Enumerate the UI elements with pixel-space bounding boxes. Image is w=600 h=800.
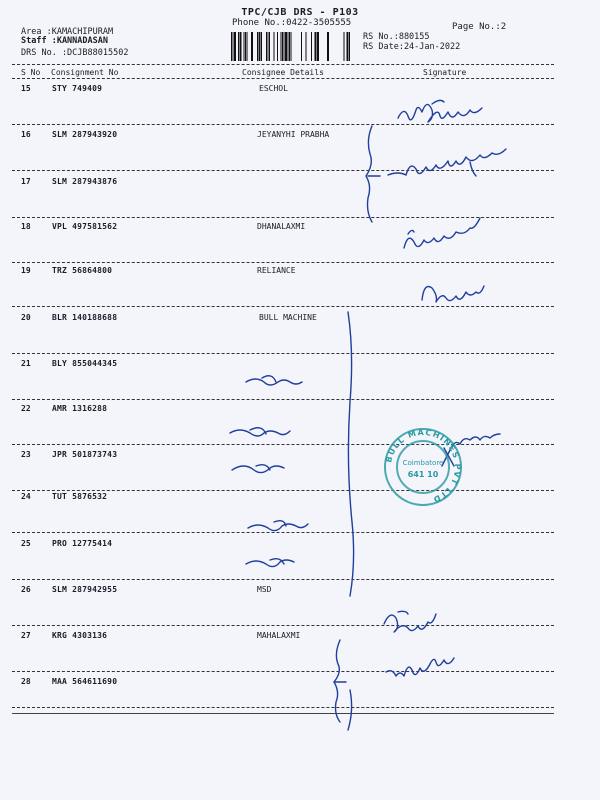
ditto-mark-row-23 [232, 466, 284, 473]
barcode-bar [247, 32, 248, 61]
signature-row-15 [398, 104, 482, 122]
consignment-number: JPR 501873743 [52, 450, 118, 459]
barcode-bar [269, 32, 270, 61]
area-label: Area :KAMACHIPURAM [21, 27, 114, 37]
ditto-mark-row-25 [246, 560, 294, 567]
rs-date: RS Date:24-Jan-2022 [363, 42, 461, 52]
barcode-bar [306, 32, 307, 61]
barcode-bar [261, 32, 262, 61]
consignment-number: TRZ 56864800 [52, 266, 113, 275]
brace-rows-27-28 [334, 640, 340, 722]
barcode-image [229, 32, 355, 61]
consignment-number: VPL 497581562 [52, 222, 118, 231]
table-bottom-rule [12, 713, 554, 714]
barcode-bar [268, 32, 269, 61]
ditto-mark-row-21 [246, 379, 302, 385]
row-divider [12, 262, 554, 263]
page-number: Page No.:2 [452, 22, 507, 32]
consignment-number: SLM 287943920 [52, 130, 118, 139]
consignment-number: STY 749409 [52, 84, 103, 93]
ditto-mark-row-24 [248, 524, 308, 531]
serial-number: 24 [21, 492, 31, 501]
consignment-number: SLM 287943876 [52, 177, 118, 186]
consignment-number: SLM 287942955 [52, 585, 118, 594]
barcode-bar [347, 32, 349, 61]
serial-number: 22 [21, 404, 31, 413]
barcode-bar [289, 32, 290, 61]
serial-number: 15 [21, 84, 31, 93]
barcode-bar [257, 32, 258, 61]
consignee-name: MAHALAXMI [257, 631, 301, 640]
barcode-bar [301, 32, 302, 61]
row-divider [12, 399, 554, 400]
consignee-name: RELIANCE [257, 266, 296, 275]
consignment-number: BLY 855044345 [52, 359, 118, 368]
row-divider [12, 353, 554, 354]
barcode-bar [282, 32, 283, 61]
document-title: TPC/CJB DRS - P103 [241, 7, 359, 18]
signature-row-28 [386, 658, 454, 676]
consignee-name: BULL MACHINE [259, 313, 317, 322]
stamp-ring-text: BULL MACHINES PVT LTD [384, 427, 463, 505]
rs-number: RS No.:880155 [363, 32, 430, 42]
barcode-bar [285, 32, 287, 61]
serial-number: 21 [21, 359, 31, 368]
consignee-name: ESCHOL [259, 84, 288, 93]
row-divider [12, 579, 554, 580]
row-divider [12, 490, 554, 491]
consignment-number: KRG 4303136 [52, 631, 108, 640]
signature-row-18 [404, 218, 480, 248]
barcode-bar [311, 32, 312, 61]
bracket-rows-20-25 [348, 312, 354, 596]
barcode-bar [240, 32, 242, 61]
column-header-consignment: Consignment No [51, 68, 119, 77]
barcode-bar [288, 32, 289, 61]
signature-row-16 [388, 149, 506, 175]
barcode-bar [231, 32, 232, 61]
barcode-bar [281, 32, 282, 61]
serial-number: 16 [21, 130, 31, 139]
column-header-signature: Signature [423, 68, 467, 77]
drs-number: DRS No. :DCJB88015502 [21, 48, 129, 58]
consignment-number: AMR 1316288 [52, 404, 108, 413]
column-header-sno: S No [21, 68, 41, 77]
barcode-bar [291, 32, 292, 61]
phone-number: Phone No.:0422-3505555 [232, 18, 352, 28]
serial-number: 17 [21, 177, 31, 186]
row-divider [12, 217, 554, 218]
barcode-bar [344, 32, 345, 61]
barcode-bar [244, 32, 245, 61]
divider [12, 78, 554, 79]
row-divider [12, 170, 554, 171]
barcode-bar [251, 32, 253, 61]
barcode-bar [274, 32, 275, 61]
row-divider [12, 444, 554, 445]
consignment-number: MAA 564611690 [52, 677, 118, 686]
consignee-name: MSD [257, 585, 272, 594]
barcode-bar [277, 32, 278, 61]
serial-number: 28 [21, 677, 31, 686]
barcode-bar [349, 32, 350, 61]
serial-number: 18 [21, 222, 31, 231]
company-stamp [383, 427, 463, 507]
barcode-bar [238, 32, 239, 61]
row-divider [12, 124, 554, 125]
column-header-consignee: Consignee Details [242, 68, 324, 77]
consignment-number: PRO 12775414 [52, 539, 113, 548]
serial-number: 25 [21, 539, 31, 548]
consignee-name: JEYANYHI PRABHA [257, 130, 330, 139]
serial-number: 20 [21, 313, 31, 322]
barcode-bar [234, 32, 236, 61]
ditto-mark-row-22 [230, 430, 290, 436]
brace-rows-16-17 [366, 126, 372, 222]
barcode-bar [245, 32, 246, 61]
barcode-bar [327, 32, 329, 61]
serial-number: 19 [21, 266, 31, 275]
row-divider [12, 306, 554, 307]
row-divider [12, 707, 554, 708]
serial-number: 26 [21, 585, 31, 594]
barcode-bar [317, 32, 319, 61]
consignment-number: TUT 5876532 [52, 492, 108, 501]
barcode-bar [233, 32, 234, 61]
row-divider [12, 532, 554, 533]
signature-row-19 [422, 286, 484, 302]
stamp-city: Coimbatore [402, 459, 444, 467]
consignment-number: BLR 140188688 [52, 313, 118, 322]
serial-number: 23 [21, 450, 31, 459]
barcode-bar [315, 32, 317, 61]
consignee-name: DHANALAXMI [257, 222, 306, 231]
row-divider [12, 625, 554, 626]
stamp-pin: 641 10 [407, 470, 439, 479]
barcode-bar [259, 32, 261, 61]
divider [12, 64, 554, 65]
barcode-bar [266, 32, 267, 61]
signature-row-26 [384, 614, 436, 632]
barcode-bar [284, 32, 285, 61]
staff-label: Staff :KANNADASAN [21, 36, 108, 46]
serial-number: 27 [21, 631, 31, 640]
row-divider [12, 671, 554, 672]
